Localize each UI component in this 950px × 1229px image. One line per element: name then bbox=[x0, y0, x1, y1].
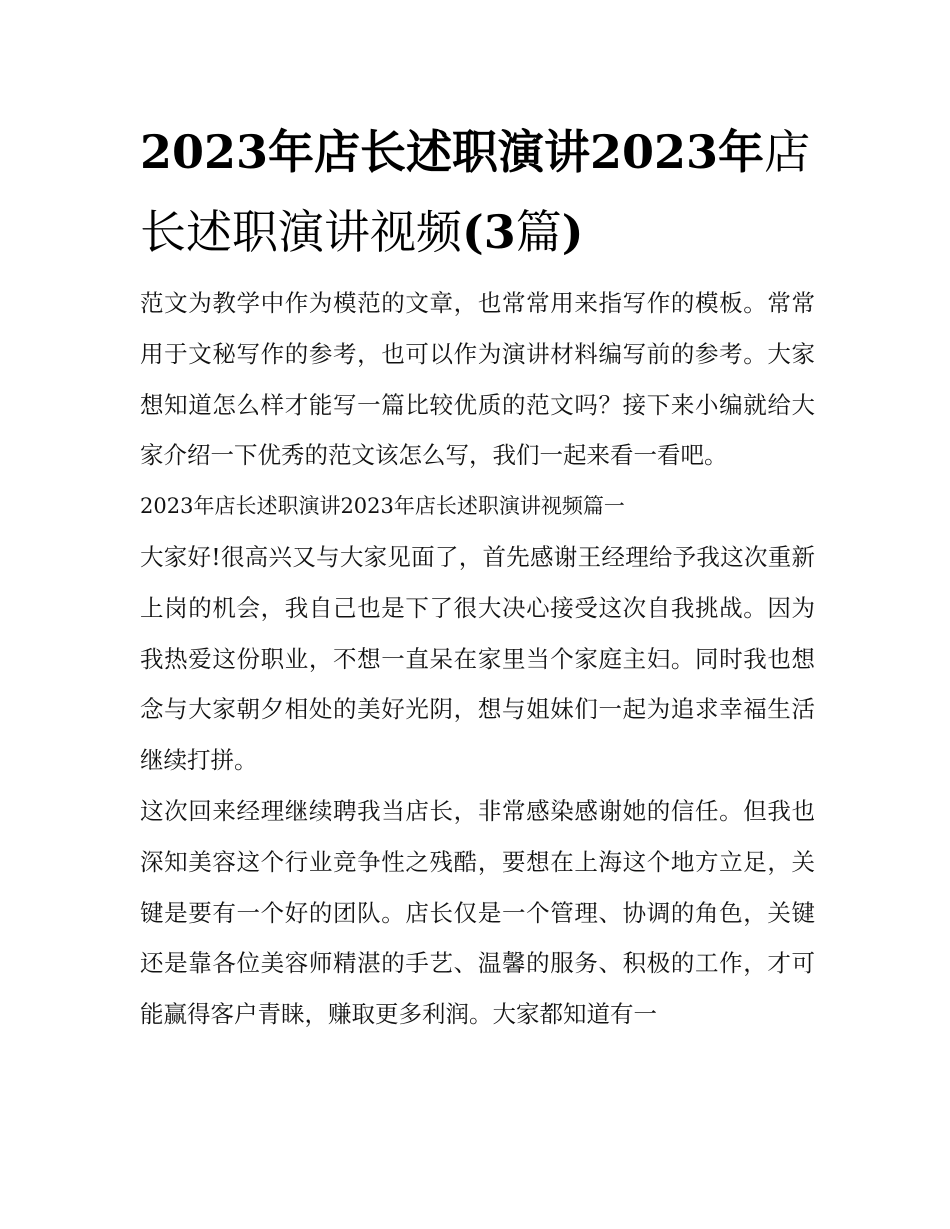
intro-paragraph: 范文为教学中作为模范的文章，也常常用来指写作的模板。常常用于文秘写作的参考，也可以作为演讲材料编写前的参考。大家想知道怎么样才能写一篇比较优质的范文吗？接下来小编就给大家介绍一下优秀的范文该怎么写，我们一起来看一看吧。 bbox=[140, 289, 815, 470]
document-title bbox=[140, 112, 815, 272]
title-part-2: 店长述职演讲视频 bbox=[140, 125, 811, 259]
title-part-1: 2023年店长述职演讲2023年 bbox=[140, 125, 765, 179]
body-paragraph-2: 这次回来经理继续聘我当店长，非常感染感谢她的信任。但我也深知美容这个行业竞争性之残酷，要想在上海这个地方立足，关键是要有一个好的团队。店长仅是一个管理、协调的角色，关键还是靠各位美容师精湛的手艺、温馨的服务、积极的工作，才可能赢得客户青睐，赚取更多利润。大家都知道有一 bbox=[140, 796, 815, 1029]
title-part-4: 篇 bbox=[515, 205, 562, 259]
body-paragraph-1: 大家好!很高兴又与大家见面了，首先感谢王经理给予我这次重新上岗的机会，我自己也是下了很大决心接受这次自我挑战。因为我热爱这份职业，不想一直呆在家里当个家庭主妇。同时我也想念与大家朝夕相处的美好光阴，想与姐妹们一起为追求幸福生活继续打拼。 bbox=[140, 542, 815, 775]
document-page bbox=[140, 112, 815, 1040]
title-part-5: ) bbox=[561, 205, 584, 259]
section-heading: 2023年店长述职演讲2023年店长述职演讲视频篇一 bbox=[140, 494, 625, 519]
title-part-3: (3 bbox=[462, 205, 516, 259]
